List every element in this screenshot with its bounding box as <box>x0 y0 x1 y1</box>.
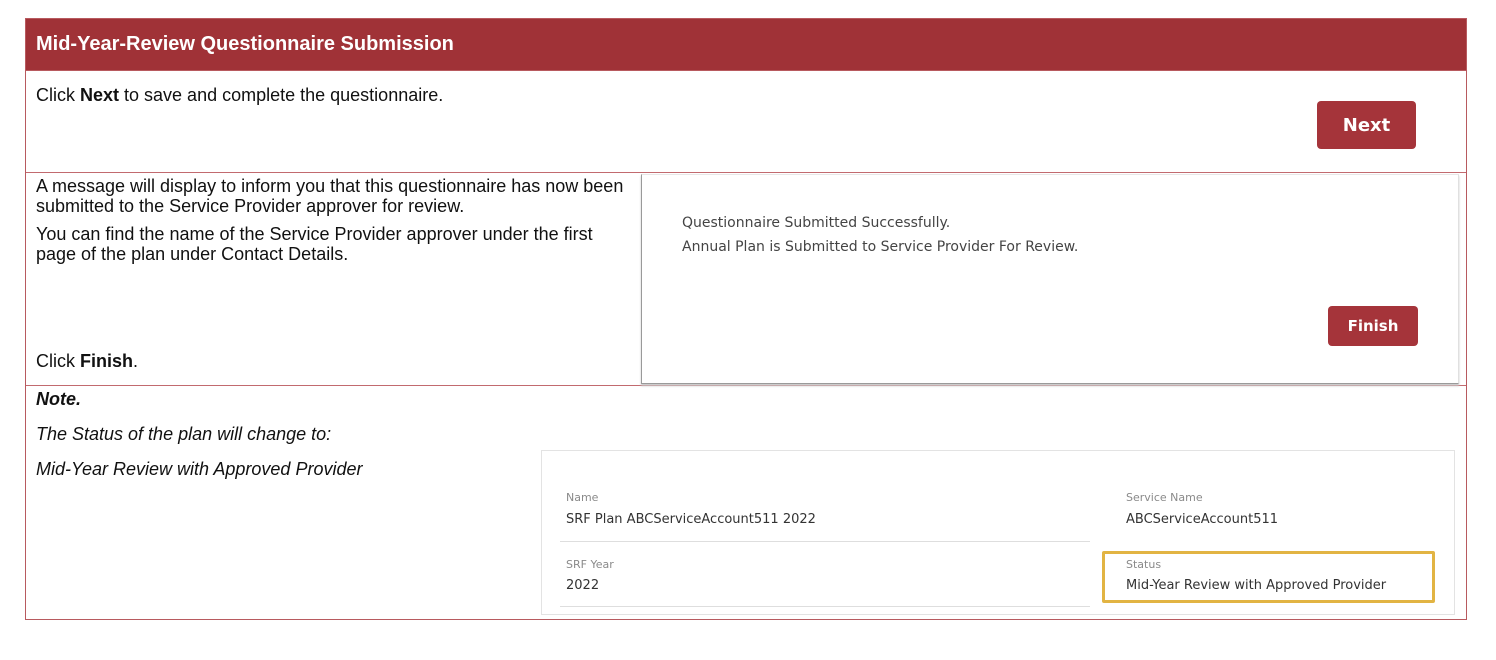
dialog-message-success: Questionnaire Submitted Successfully. <box>682 215 951 231</box>
service-name-value: ABCServiceAccount511 <box>1126 512 1279 527</box>
section-title: Mid-Year-Review Questionnaire Submission <box>36 33 454 55</box>
finish-button[interactable]: Finish <box>1328 306 1418 346</box>
step-finish-instructions <box>36 176 636 272</box>
service-name-label: Service Name <box>1126 491 1203 504</box>
status-label: Status <box>1126 558 1162 571</box>
status-value: Mid-Year Review with Approved Provider <box>1126 578 1387 593</box>
section-header <box>26 19 1466 71</box>
divider <box>560 541 1090 542</box>
name-value: SRF Plan ABCServiceAccount511 2022 <box>566 512 816 527</box>
step-next-row <box>26 70 1466 173</box>
note-line-1: The Status of the plan will change to: <box>36 424 332 444</box>
note-title: Note. <box>36 389 81 409</box>
plan-details-card <box>541 450 1455 615</box>
dialog-message-review: Annual Plan is Submitted to Service Provider For Review. <box>682 239 1079 255</box>
instruction-table <box>25 18 1467 620</box>
divider <box>560 606 1090 607</box>
name-label: Name <box>566 491 599 504</box>
instruction-paragraph-2: You can find the name of the Service Provider approver under the first page of the plan under Contact Details. <box>36 224 593 264</box>
status-highlight <box>1102 551 1435 603</box>
click-finish-instruction: Click Finish. <box>36 351 139 371</box>
srf-year-label: SRF Year <box>566 558 614 571</box>
step-finish-row <box>26 173 1466 386</box>
next-button[interactable]: Next <box>1317 101 1416 149</box>
step-next-instruction: Click Next to save and complete the questionnaire. <box>36 85 444 105</box>
note-line-2: Mid-Year Review with Approved Provider <box>36 459 363 479</box>
submission-dialog <box>641 174 1459 384</box>
instruction-paragraph-1: A message will display to inform you that this questionnaire has now been submitted to the Service Provider approver for review. <box>36 176 624 216</box>
srf-year-value: 2022 <box>566 578 600 593</box>
